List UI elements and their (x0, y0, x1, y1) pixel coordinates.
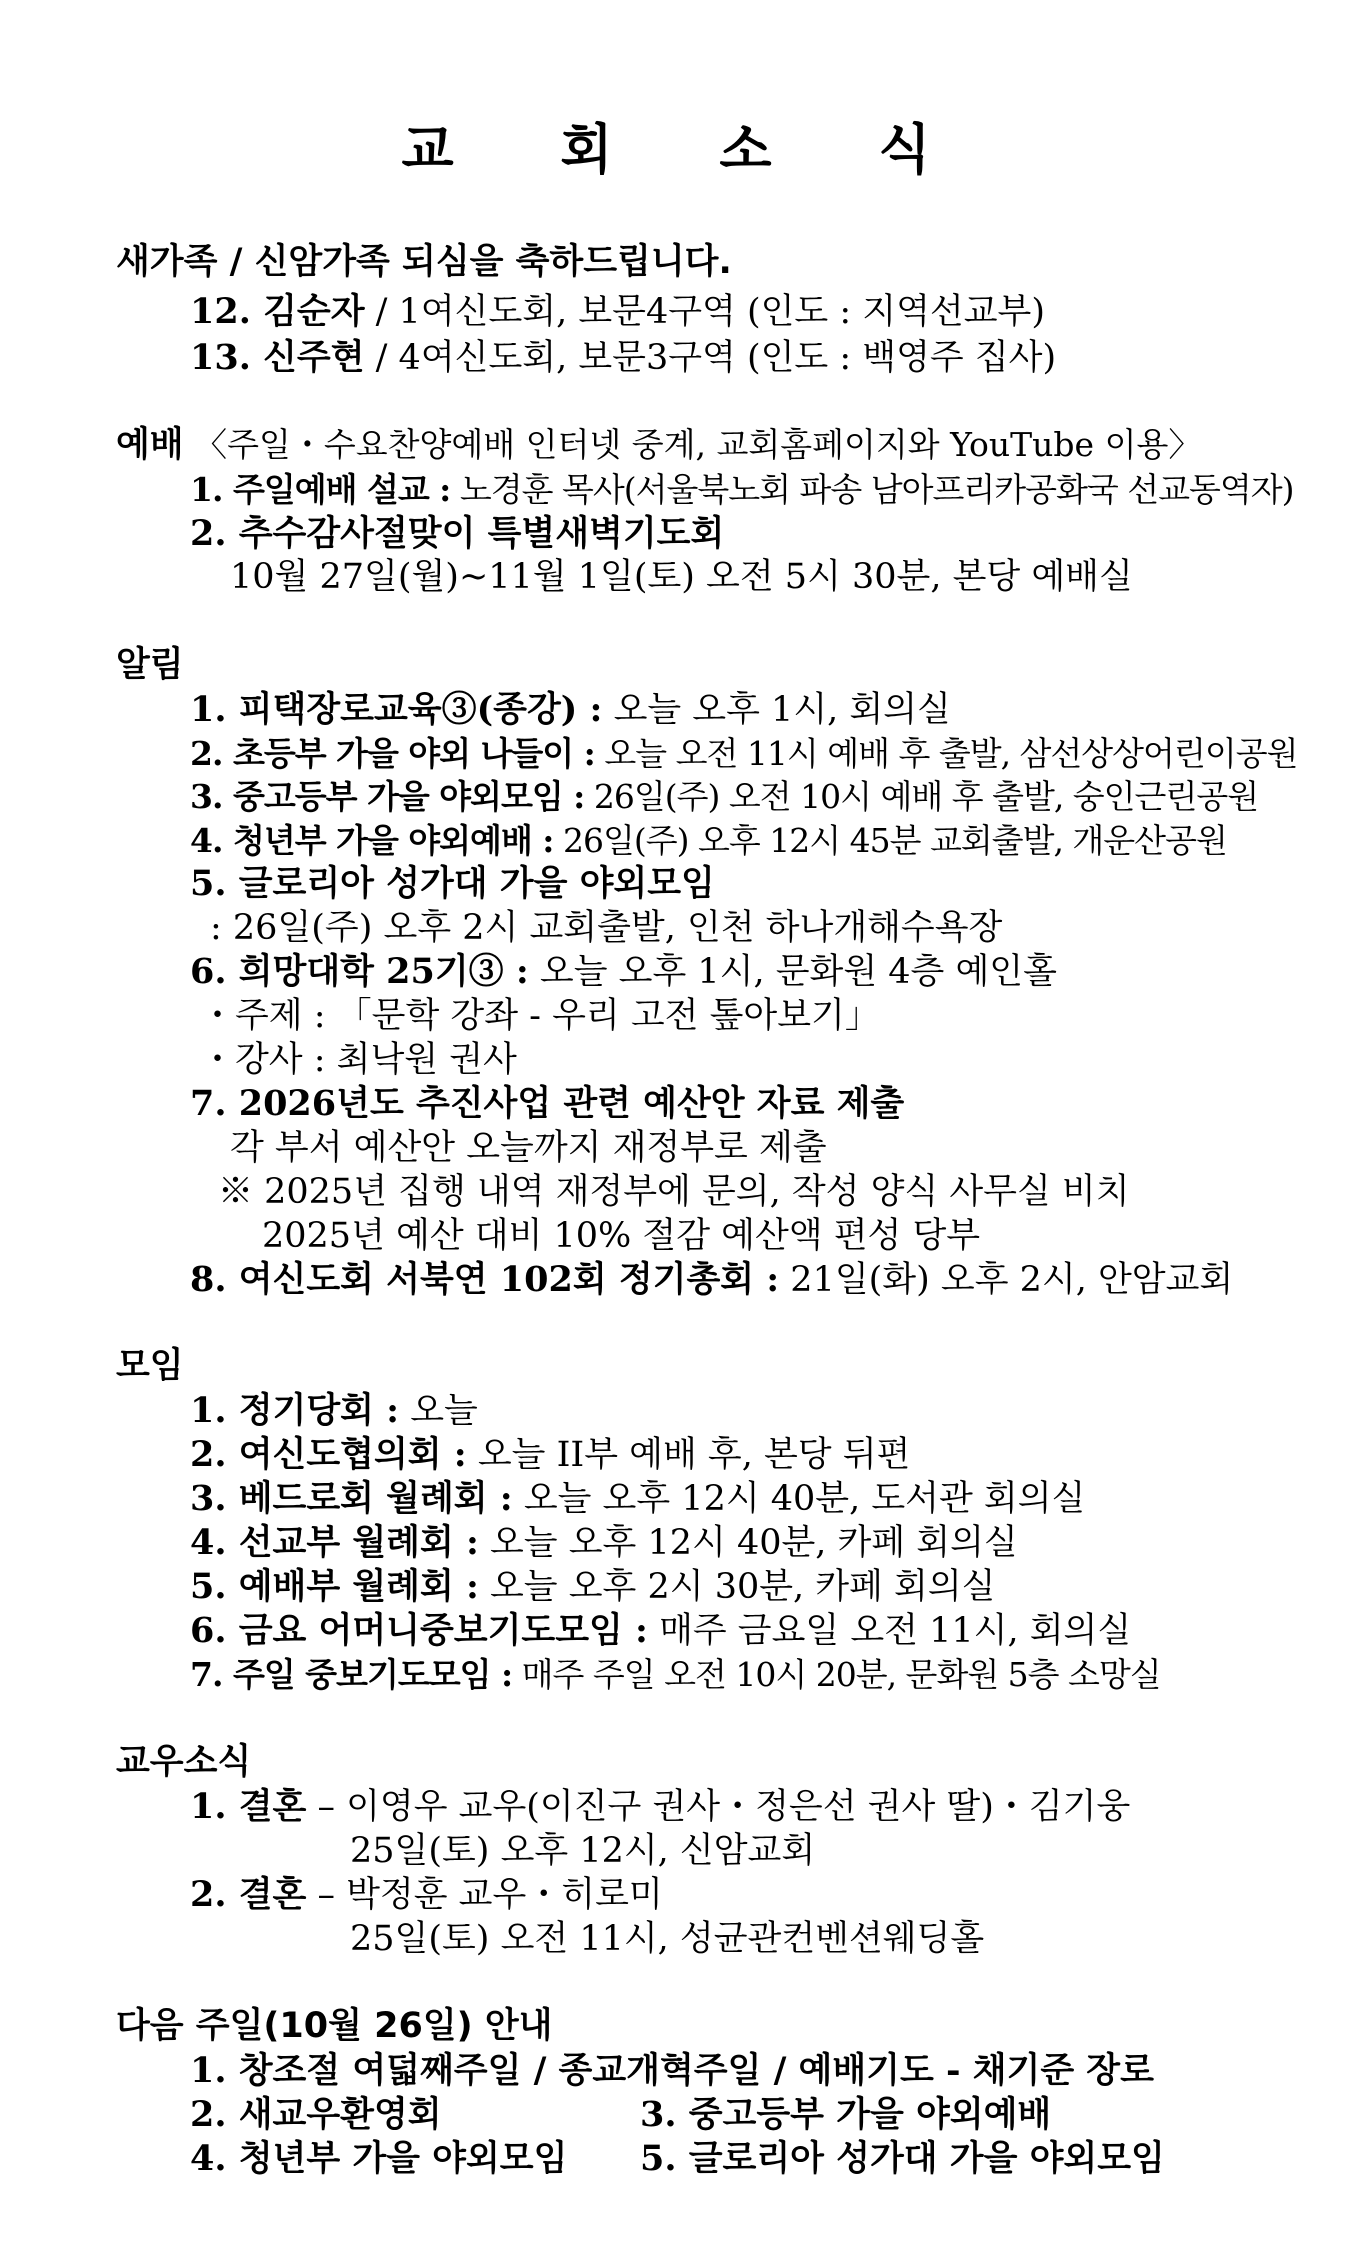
notice-item (190, 862, 715, 906)
meeting-item-label: 7. 주일 중보기도모임 : (190, 1655, 513, 1694)
meeting-item (190, 1477, 1085, 1521)
member-item (190, 1785, 1130, 1829)
notice-item (190, 688, 951, 732)
notice-item-detail: 오늘 오후 1시, 회의실 (602, 690, 951, 730)
notices-heading: 알림 (116, 645, 184, 685)
meeting-item (190, 1521, 1018, 1565)
notice-item-detail: 21일(화) 오후 2시, 안암교회 (779, 1260, 1234, 1300)
meeting-item (190, 1433, 910, 1477)
meeting-item-label: 4. 선교부 월례회 : (190, 1522, 479, 1563)
next-sunday-heading: 다음 주일(10월 26일) 안내 (116, 2006, 553, 2046)
worship-item (190, 468, 1294, 512)
notice-topic: ・주제 : 「문학 강좌 - 우리 고전 톺아보기」 (200, 996, 880, 1036)
new-family-item (190, 290, 1045, 334)
notice-item (190, 1258, 1233, 1302)
member-item-sub: 25일(토) 오후 12시, 신암교회 (350, 1831, 816, 1871)
notice-item-label: 1. 피택장로교육③(종강) : (190, 689, 603, 730)
members-heading: 교우소식 (116, 1742, 252, 1782)
new-family-name: 12. 김순자 (190, 291, 365, 332)
new-family-detail: / 1여신도회, 보문4구역 (인도 : 지역선교부) (364, 292, 1045, 332)
next-sunday-item: 3. 중고등부 가을 야외예배 (640, 2094, 1052, 2135)
meeting-item-label: 3. 베드로회 월례회 : (190, 1478, 513, 1519)
notice-item-label: 3. 중고등부 가을 야외모임 : (190, 777, 585, 816)
next-sunday-item: 4. 청년부 가을 야외모임 (190, 2138, 568, 2179)
member-item-label: 2. 결혼 (190, 1874, 307, 1915)
meeting-item-detail: 오늘 (399, 1391, 478, 1431)
meeting-item (190, 1389, 478, 1433)
notice-item-label: 2. 초등부 가을 야외 나들이 : (190, 734, 595, 773)
notice-item-label: 6. 희망대학 25기③ : (190, 951, 529, 992)
notice-item-sub: 각 부서 예산안 오늘까지 재정부로 제출 (230, 1128, 827, 1168)
member-item-detail: – 박정훈 교우・히로미 (306, 1875, 663, 1915)
notice-item-label: 4. 청년부 가을 야외예배 : (190, 821, 554, 860)
notice-item (190, 950, 1057, 994)
member-item-detail: – 이영우 교우(이진구 권사・정은선 권사 딸)・김기웅 (306, 1787, 1131, 1827)
meeting-item-label: 2. 여신도협의회 : (190, 1434, 467, 1475)
member-item-label: 1. 결혼 (190, 1786, 307, 1827)
next-sunday-item: 2. 새교우환영회 (190, 2094, 442, 2135)
meeting-item-detail: 매주 주일 오전 10시 20분, 문화원 5층 소망실 (512, 1655, 1161, 1694)
meeting-item-label: 6. 금요 어머니중보기도모임 : (190, 1610, 648, 1651)
worship-item (190, 512, 724, 556)
meeting-item (190, 1653, 1161, 1697)
worship-item-sub: 10월 27일(월)~11월 1일(토) 오전 5시 30분, 본당 예배실 (230, 557, 1133, 597)
new-family-name: 13. 신주현 (190, 337, 365, 378)
next-sunday-item: 5. 글로리아 성가대 가을 야외모임 (640, 2138, 1165, 2179)
notice-speaker: ・강사 : 최낙원 권사 (200, 1040, 517, 1080)
meetings-heading: 모임 (116, 1346, 184, 1386)
new-family-detail: / 4여신도회, 보문3구역 (인도 : 백영주 집사) (364, 338, 1057, 378)
notice-item-sub: : 26일(주) 오후 2시 교회출발, 인천 하나개해수욕장 (210, 908, 1003, 948)
meeting-item-detail: 오늘 오후 2시 30분, 카페 회의실 (478, 1567, 996, 1607)
notice-item-label: 7. 2026년도 추진사업 관련 예산안 자료 제출 (190, 1083, 905, 1124)
meeting-item-detail: 오늘 II부 예배 후, 본당 뒤편 (466, 1435, 911, 1475)
meeting-item-detail: 오늘 오후 12시 40분, 도서관 회의실 (512, 1479, 1086, 1519)
next-sunday-item: 1. 창조절 여덟째주일 / 종교개혁주일 / 예배기도 - 채기준 장로 (190, 2050, 1154, 2091)
notice-item (190, 1082, 904, 1126)
worship-item-label: 1. 주일예배 설교 : (190, 470, 451, 509)
new-family-item (190, 336, 1056, 380)
notice-item-detail: 26일(주) 오전 10시 예배 후 출발, 숭인근린공원 (584, 777, 1259, 816)
worship-item-label: 2. 추수감사절맞이 특별새벽기도회 (190, 513, 725, 554)
worship-heading: 예배 (116, 425, 184, 465)
meeting-item-label: 5. 예배부 월례회 : (190, 1566, 479, 1607)
member-item-sub: 25일(토) 오전 11시, 성균관컨벤션웨딩홀 (350, 1919, 985, 1959)
notice-item-detail: 오늘 오후 1시, 문화원 4층 예인홀 (528, 952, 1057, 992)
meeting-item-detail: 매주 금요일 오전 11시, 회의실 (647, 1611, 1132, 1651)
notice-item (190, 775, 1258, 819)
worship-item-detail: 노경훈 목사(서울북노회 파송 남아프리카공화국 선교동역자) (450, 470, 1294, 509)
notice-item (190, 732, 1297, 776)
notice-item-label: 5. 글로리아 성가대 가을 야외모임 (190, 863, 715, 904)
notice-item-label: 8. 여신도회 서북연 102회 정기총회 : (190, 1259, 780, 1300)
meeting-item (190, 1609, 1131, 1653)
new-family-heading: 새가족 / 신암가족 되심을 축하드립니다. (116, 242, 732, 282)
meeting-item (190, 1565, 995, 1609)
worship-heading-note: 〈주일・수요찬양예배 인터넷 중계, 교회홈페이지와 YouTube 이용〉 (183, 425, 1202, 464)
meeting-item-detail: 오늘 오후 12시 40분, 카페 회의실 (478, 1523, 1018, 1563)
page-title: 교 회 소 식 (401, 118, 961, 181)
notice-item (190, 819, 1227, 863)
notice-item-detail: 26일(주) 오후 12시 45분 교회출발, 개운산공원 (553, 821, 1227, 860)
notice-note: 2025년 예산 대비 10% 절감 예산액 편성 당부 (262, 1216, 981, 1256)
member-item (190, 1873, 663, 1917)
worship-heading-line (116, 423, 1201, 467)
meeting-item-label: 1. 정기당회 : (190, 1390, 400, 1431)
notice-item-detail: 오늘 오전 11시 예배 후 출발, 삼선상상어린이공원 (594, 734, 1298, 773)
notice-note: ※ 2025년 집행 내역 재정부에 문의, 작성 양식 사무실 비치 (218, 1172, 1130, 1212)
